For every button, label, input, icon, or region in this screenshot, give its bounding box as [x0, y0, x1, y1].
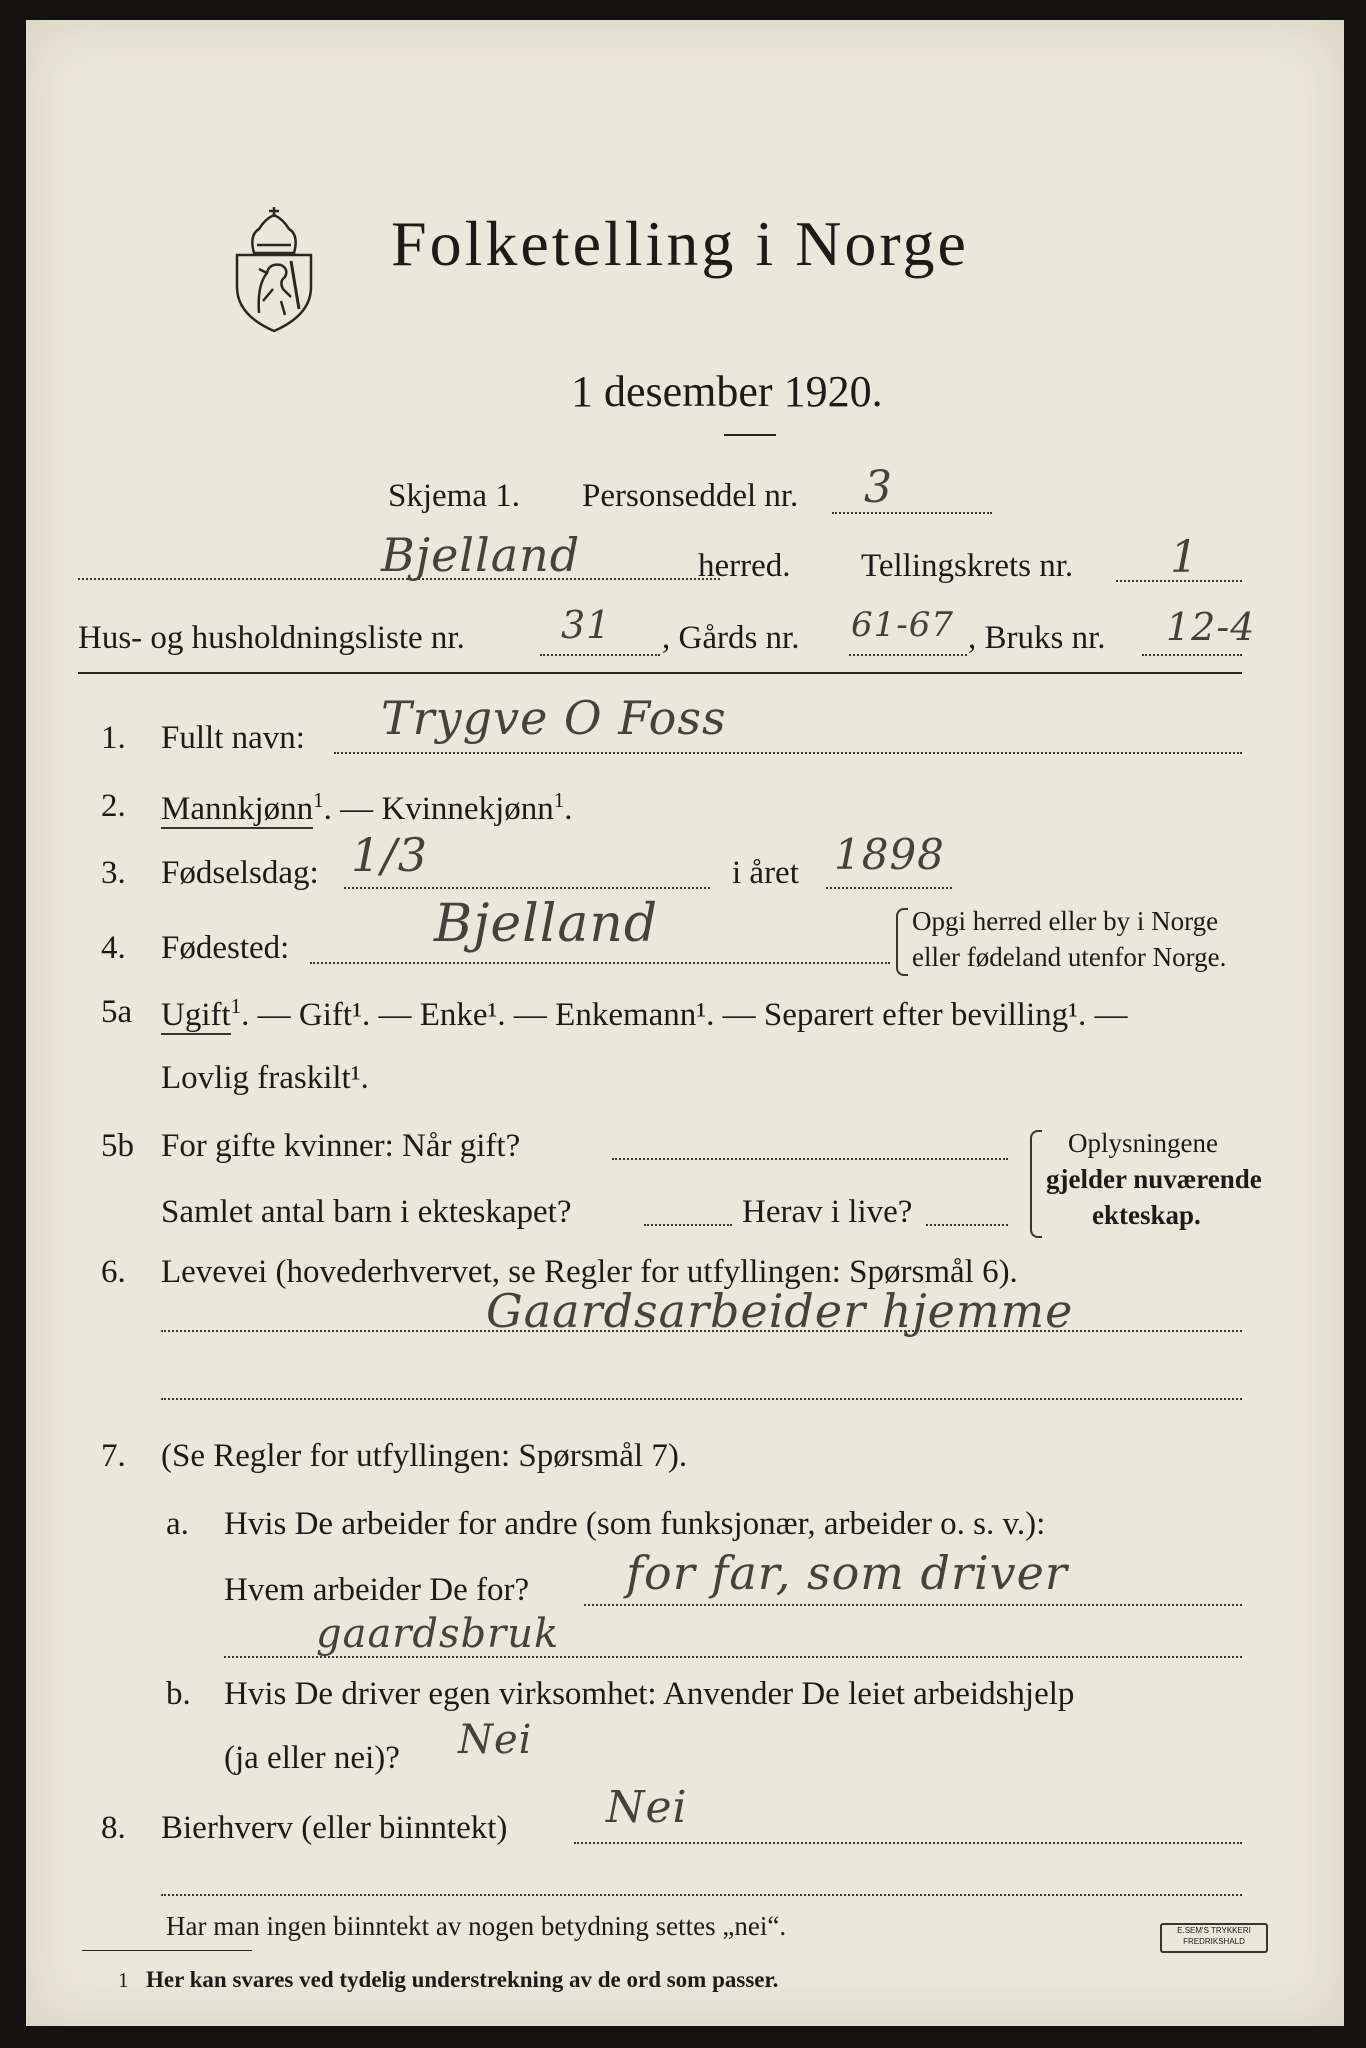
- footnote-divider: [82, 1950, 252, 1951]
- personseddel-field-line: [832, 512, 992, 514]
- census-date: 1 desember 1920.: [571, 367, 883, 416]
- husliste-label: Hus- og husholdningsliste nr.: [78, 620, 465, 656]
- side-income-value: Nei: [606, 1782, 688, 1833]
- q7b-label: Hvis De driver egen virksomhet: Anvender De leiet arbeidshjelp: [224, 1676, 1075, 1712]
- bruks-label: , Bruks nr.: [968, 620, 1106, 656]
- printer-name: E.SEM'S TRYKKERI: [1177, 1926, 1251, 1935]
- gards-label: , Gårds nr.: [662, 620, 800, 656]
- birthplace-field-line: [310, 962, 890, 964]
- q5b-note-line1: Oplysningene: [1068, 1128, 1218, 1158]
- q4-number: 4.: [101, 930, 126, 966]
- children-field-line: [644, 1224, 732, 1226]
- occupation-field-line-2: [161, 1398, 1242, 1400]
- occupation-field-line-1: [161, 1330, 1242, 1332]
- tellingskrets-label: Tellingskrets nr.: [861, 548, 1074, 584]
- q6-label: Levevei (hovederhvervet, se Regler for utfyllingen: Spørsmål 6).: [161, 1254, 1018, 1290]
- title-divider: [724, 434, 776, 436]
- q5b-note-brace: [1030, 1130, 1042, 1238]
- q4-label: Fødested:: [161, 930, 290, 966]
- gards-field-line: [849, 654, 967, 656]
- husliste-value: 31: [561, 603, 612, 647]
- q2-text: Mannkjønn$^1$. — Kvinnekjønn$^1$.: [161, 788, 573, 827]
- footnote-marker: 1: [118, 1968, 129, 1992]
- q7b-letter: b.: [166, 1676, 191, 1712]
- q1-field-line: [334, 752, 1242, 754]
- employer-field-line-2: [224, 1656, 1242, 1658]
- side-income-field-line-1: [574, 1842, 1242, 1844]
- q7b-hired-help-label: (ja eller nei)?: [224, 1740, 400, 1776]
- full-name-value: Trygve O Foss: [381, 691, 727, 745]
- birthday-value: 1/3: [351, 828, 429, 882]
- bruks-field-line: [1142, 654, 1242, 656]
- q7-label: (Se Regler for utfyllingen: Spørsmål 7).: [161, 1438, 688, 1474]
- printer-city: FREDRIKSHALD: [1183, 1937, 1245, 1946]
- personseddel-number-value: 3: [864, 462, 893, 513]
- married-when-field-line: [612, 1158, 1008, 1160]
- form-title: Folketelling i Norge: [391, 208, 969, 279]
- birth-year-field-line: [826, 887, 952, 889]
- q1-number: 1.: [101, 720, 126, 756]
- q4-note-line1: Opgi herred eller by i Norge: [912, 906, 1219, 936]
- q4-note-brace: [896, 908, 908, 976]
- q5b-alive-label: Herav i live?: [742, 1194, 913, 1230]
- birthday-field-line: [344, 887, 710, 889]
- hired-help-value: Nei: [458, 1717, 533, 1763]
- gards-value: 61-67: [851, 605, 955, 645]
- q7-number: 7.: [101, 1438, 126, 1474]
- q4-note-line2: eller fødeland utenfor Norge.: [912, 942, 1227, 972]
- q1-label: Fullt navn:: [161, 720, 305, 756]
- footnote-text: Her kan svares ved tydelig understrekning av de ord som passer.: [146, 1967, 779, 1992]
- header-divider: [78, 672, 1242, 674]
- q7a-label: Hvis De arbeider for andre (som funksjonær, arbeider o. s. v.):: [224, 1506, 1046, 1542]
- schema-label: Skjema 1.: [388, 478, 520, 514]
- printer-mark: [1160, 1923, 1268, 1953]
- side-income-field-line-2: [161, 1894, 1242, 1896]
- birth-year-label: i året: [732, 855, 799, 891]
- no-income-instruction: Har man ingen biinntekt av nogen betydning settes „nei“.: [166, 1911, 787, 1941]
- q5b-number: 5b: [101, 1128, 134, 1164]
- q6-number: 6.: [101, 1254, 126, 1290]
- q8-label: Bierhverv (eller biinntekt): [161, 1810, 508, 1846]
- q5b-note-line2: gjelder nuværende: [1046, 1164, 1262, 1194]
- q5a-number: 5a: [101, 994, 133, 1030]
- employer-field-line-1: [584, 1604, 1242, 1606]
- q3-label: Fødselsdag:: [161, 855, 319, 891]
- alive-field-line: [926, 1224, 1008, 1226]
- q7a-letter: a.: [166, 1506, 189, 1542]
- q5b-married-when-label: For gifte kvinner: Når gift?: [161, 1128, 521, 1164]
- q5a-text: Ugift$^1$. — Gift¹. — Enke¹. — Enkemann¹. — Separert efter bevilling¹. —: [161, 994, 1128, 1033]
- census-form-sheet: [26, 20, 1344, 2026]
- husliste-field-line: [540, 654, 660, 656]
- q2-number: 2.: [101, 788, 126, 824]
- unmarried-option-underlined: Ugift: [161, 997, 231, 1033]
- q8-number: 8.: [101, 1810, 126, 1846]
- herred-value: Bjelland: [381, 528, 581, 582]
- employer-value-line2: gaardsbruk: [316, 1611, 560, 1657]
- q7a-employer-label: Hvem arbeider De for?: [224, 1572, 530, 1608]
- bruks-value: 12-4: [1166, 605, 1256, 649]
- herred-label: herred.: [698, 548, 791, 584]
- tellingskrets-value: 1: [1170, 532, 1199, 583]
- norway-coat-of-arms-icon: [229, 205, 319, 335]
- birthplace-value: Bjelland: [434, 894, 659, 954]
- employer-value-line1: for far, som driver: [626, 1546, 1068, 1600]
- q5b-children-label: Samlet antal barn i ekteskapet?: [161, 1194, 572, 1230]
- q3-number: 3.: [101, 855, 126, 891]
- male-option-underlined: Mannkjønn: [161, 791, 314, 827]
- birth-year-value: 1898: [834, 830, 945, 879]
- q5b-note-line3: ekteskap.: [1092, 1200, 1201, 1230]
- q5a-divorced-text: Lovlig fraskilt¹.: [161, 1060, 369, 1096]
- personseddel-label: Personseddel nr.: [582, 478, 799, 514]
- occupation-value: Gaardsarbeider hjemme: [486, 1284, 1074, 1338]
